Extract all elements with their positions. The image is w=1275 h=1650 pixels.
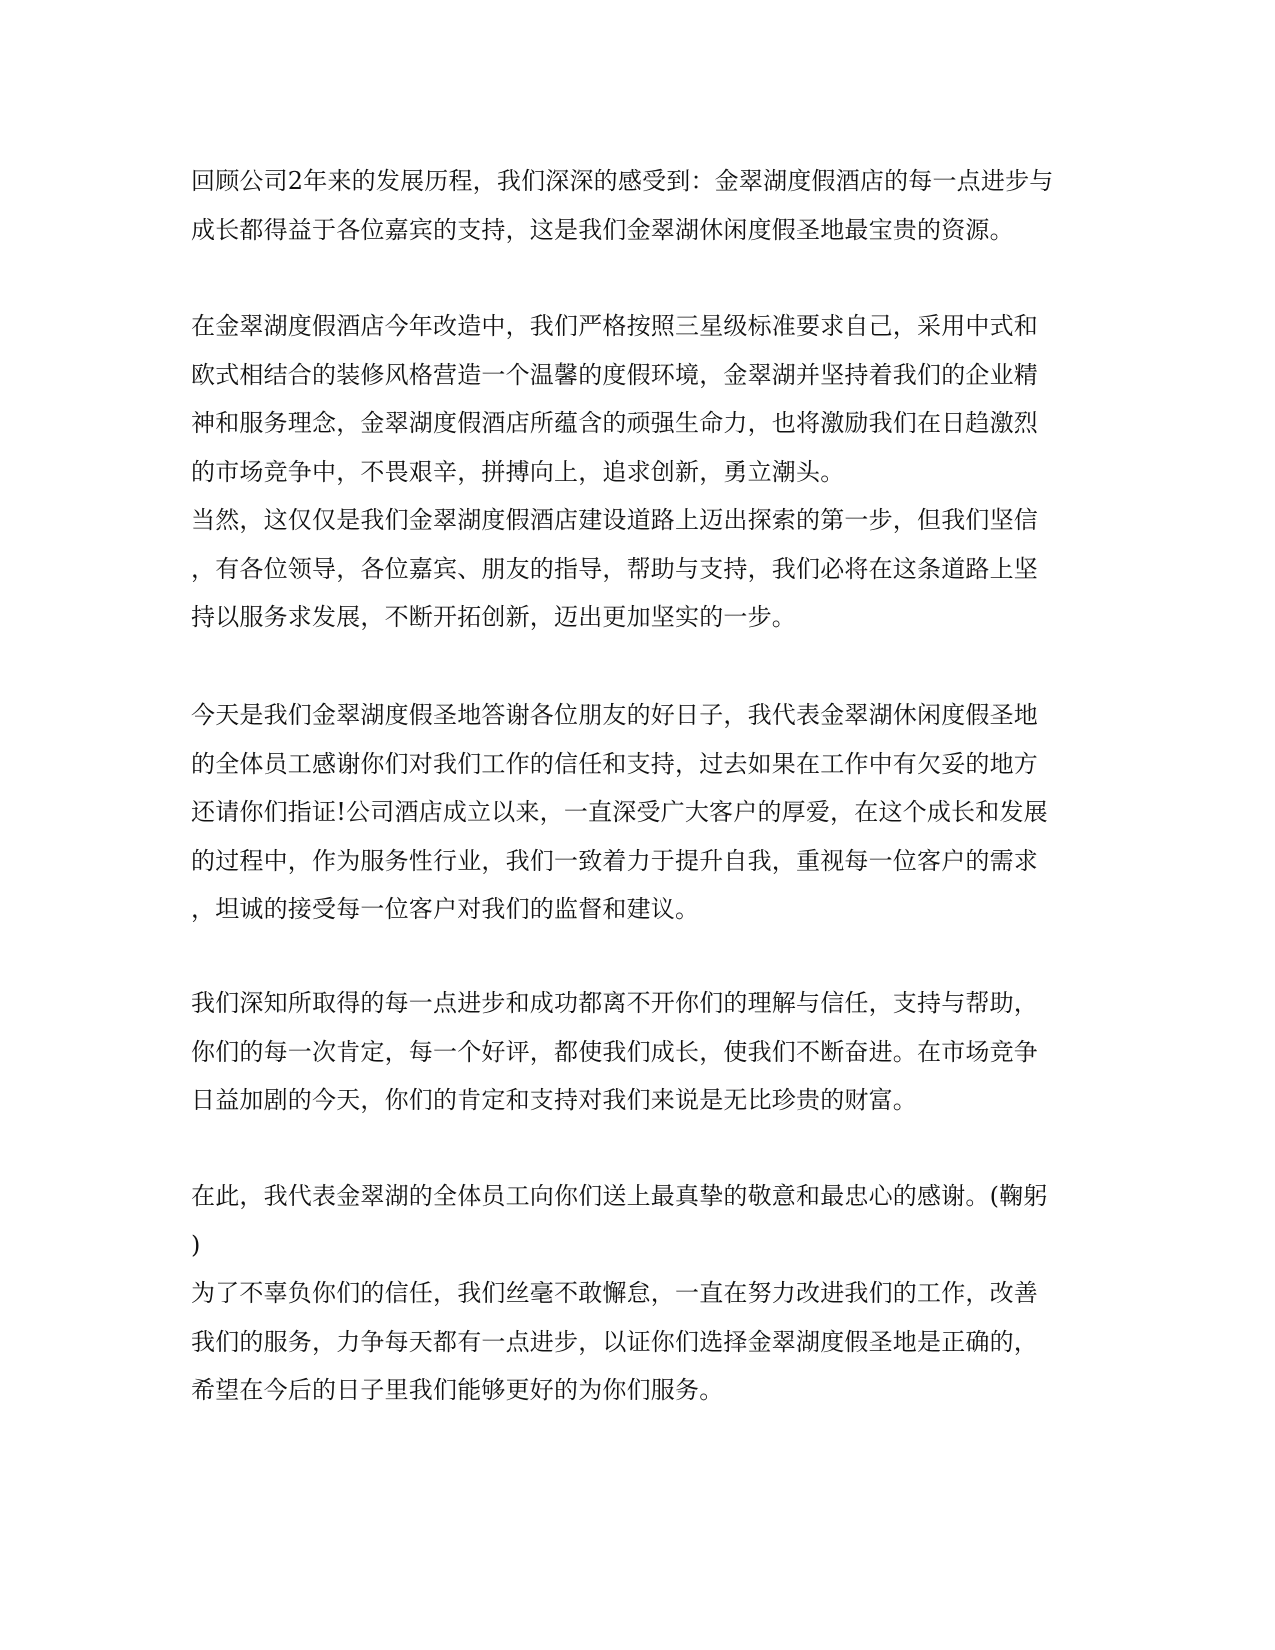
paragraph-closing: 在此，我代表金翠湖的全体员工向你们送上最真挚的敬意和最忠心的感谢。(鞠躬 ) 为了不辜负你们的信任，我们丝毫不敢懈怠，一直在努力改进我们的工作，改善 我们的服务，力争每天都有一点进步，以证你们选择金翠湖度假圣地是正确的， 希望在今后的日子里我们能够更好的为你们服务。: [191, 1182, 1048, 1404]
paragraph-thanks-day: 今天是我们金翠湖度假圣地答谢各位朋友的好日子，我代表金翠湖休闲度假圣地 的全体员工感谢你们对我们工作的信任和支持，过去如果在工作中有欠妥的地方 还请你们指证!公司酒店成立以来，一直深受广大客户的厚爱，在这个成长和发展 的过程中，作为服务性行业，我们一致着力于提升自我，重视每一位客户的需求 ，坦诚的接受每一位客户对我们的监督和建议。: [191, 701, 1048, 923]
paragraph-renovation: 在金翠湖度假酒店今年改造中，我们严格按照三星级标准要求自己，采用中式和 欧式相结合的装修风格营造一个温馨的度假环境，金翠湖并坚持着我们的企业精 神和服务理念，金翠湖度假酒店所蕴含的顽强生命力，也将激励我们在日趋激烈 的市场竞争中，不畏艰辛，拼搏向上，追求创新，勇立潮头。 当然，这仅仅是我们金翠湖度假酒店建设道路上迈出探索的第一步，但我们坚信 ，有各位领导，各位嘉宾、朋友的指导，帮助与支持，我们必将在这条道路上坚 持以服务求发展，不断开拓创新，迈出更加坚实的一步。: [191, 312, 1038, 631]
paragraph-review: 回顾公司2年来的发展历程，我们深深的感受到：金翠湖度假酒店的每一点进步与 成长都得益于各位嘉宾的支持，这是我们金翠湖休闲度假圣地最宝贵的资源。: [191, 167, 1054, 244]
paragraph-progress: 我们深知所取得的每一点进步和成功都离不开你们的理解与信任，支持与帮助， 你们的每一次肯定，每一个好评，都使我们成长，使我们不断奋进。在市场竞争 日益加剧的今天，你们的肯定和支持对我们来说是无比珍贵的财富。: [191, 989, 1038, 1114]
